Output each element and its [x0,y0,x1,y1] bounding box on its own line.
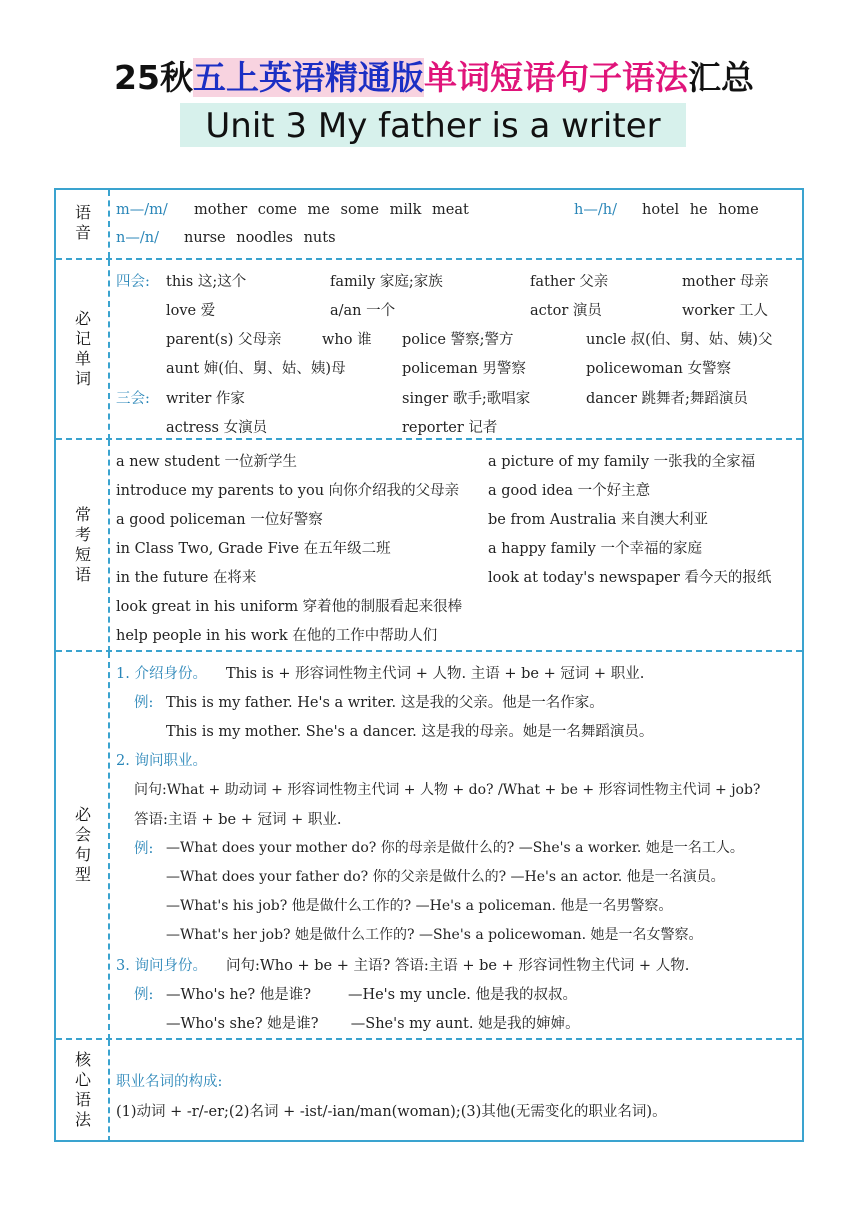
m-words: mother come me some milk meat [194,202,469,218]
title-prefix: 25秋 [114,58,193,97]
page-title [0,52,868,99]
vocab-word: writer 作家 [166,391,245,407]
pattern-heading: 1. 介绍身份。 [116,666,207,682]
sentences-section [56,650,802,1040]
example-sentence: —What does your father do? 你的父亲是做什么的? —He's an actor. 他是一名演员。 [166,869,725,885]
unit-title: Unit 3 My father is a writer [180,103,686,147]
section-label: 核心语法 [56,1040,110,1142]
section-label: 语音 [56,190,110,258]
vocab-word: police 警察;警方 [402,332,514,348]
phrase-item: be from Australia 来自澳大利亚 [488,512,709,528]
pattern-rule: 问句:What + 助动词 + 形容词性物主代词 + 人物 + do? /What + be + 形容词性物主代词 + job? [134,782,761,798]
pattern-rule: 答语:主语 + be + 冠词 + 职业. [134,812,342,828]
vocab-word: father 父亲 [530,274,609,290]
four-skill-label: 四会: [116,274,150,290]
phrase-item: in the future 在将来 [116,570,257,586]
vocab-word: parent(s) 父母亲 [166,332,282,348]
example-label: 例: [134,695,154,711]
phrases-section [56,438,802,652]
phrase-item: a happy family 一个幸福的家庭 [488,541,702,557]
phrase-item: a good policeman 一位好警察 [116,512,323,528]
vocab-word: dancer 跳舞者;舞蹈演员 [586,391,748,407]
vocab-word: uncle 叔(伯、舅、姑、姨)父 [586,332,773,348]
example-sentence: —What's his job? 他是做什么工作的? —He's a policeman. 他是一名男警察。 [166,898,673,914]
n-rule: n—/n/ [116,230,159,246]
vocab-word: love 爱 [166,303,216,319]
pattern-heading: 2. 询问职业。 [116,753,207,769]
vocab-word: policewoman 女警察 [586,361,731,377]
vocab-word: worker 工人 [682,303,768,319]
phrase-item: help people in his work 在他的工作中帮助人们 [116,628,438,644]
grammar-section [56,1038,802,1142]
h-rule: h—/h/ [574,202,617,218]
phrase-item: in Class Two, Grade Five 在五年级二班 [116,541,391,557]
three-skill-label: 三会: [116,391,150,407]
title-topics: 单词短语句子语法 [423,58,688,97]
section-label: 常考短语 [56,440,110,652]
n-words: nurse noodles nuts [184,230,336,246]
summary-table [54,188,804,1142]
phrase-item: a picture of my family 一张我的全家福 [488,454,756,470]
example-sentence: —What's her job? 她是做什么工作的? —She's a policewoman. 她是一名女警察。 [166,927,703,943]
phrase-item: look great in his uniform 穿着他的制服看起来很棒 [116,599,463,615]
title-textbook: 五上英语精通版 [192,58,424,97]
phrase-item: introduce my parents to you 向你介绍我的父母亲 [116,483,460,499]
example-sentence: —Who's she? 她是谁? —She's my aunt. 她是我的婶婶。 [166,1016,580,1032]
pattern-rule: This is + 形容词性物主代词 + 人物. 主语 + be + 冠词 + 职业. [226,666,645,682]
example-sentence: This is my father. He's a writer. 这是我的父亲。他是一名作家。 [166,695,604,711]
example-sentence: —What does your mother do? 你的母亲是做什么的? —She's a worker. 她是一名工人。 [166,840,744,856]
vocab-word: this 这;这个 [166,274,247,290]
vocab-word: a/an 一个 [330,303,396,319]
vocab-word: actress 女演员 [166,420,268,436]
grammar-body: (1)动词 + -r/-er;(2)名词 + -ist/-ian/man(woman);(3)其他(无需变化的职业名词)。 [116,1104,667,1120]
phrase-item: a new student 一位新学生 [116,454,297,470]
phrase-item: look at today's newspaper 看今天的报纸 [488,570,772,586]
pattern-rule: 问句:Who + be + 主语? 答语:主语 + be + 形容词性物主代词 + 人物. [226,958,690,974]
vocabulary-section [56,258,802,440]
h-words: hotel he home [642,202,759,218]
vocab-word: aunt 婶(伯、舅、姑、姨)母 [166,361,346,377]
example-sentence: —Who's he? 他是谁? —He's my uncle. 他是我的叔叔。 [166,987,578,1003]
vocab-word: family 家庭;家族 [330,274,443,290]
phrase-item: a good idea 一个好主意 [488,483,651,499]
section-label: 必记单词 [56,260,110,440]
vocab-word: mother 母亲 [682,274,769,290]
vocab-word: reporter 记者 [402,420,498,436]
example-sentence: This is my mother. She's a dancer. 这是我的母亲。她是一名舞蹈演员。 [166,724,654,740]
vocab-word: singer 歌手;歌唱家 [402,391,531,407]
example-label: 例: [134,841,154,857]
vocab-word: actor 演员 [530,303,602,319]
grammar-heading: 职业名词的构成: [116,1074,223,1090]
pronunciation-section [56,190,802,258]
title-suffix: 汇总 [687,58,754,97]
vocab-word: who 谁 [322,332,372,348]
m-rule: m—/m/ [116,202,168,218]
pattern-heading: 3. 询问身份。 [116,958,207,974]
vocab-word: policeman 男警察 [402,361,526,377]
section-label: 必会句型 [56,652,110,1040]
example-label: 例: [134,987,154,1003]
